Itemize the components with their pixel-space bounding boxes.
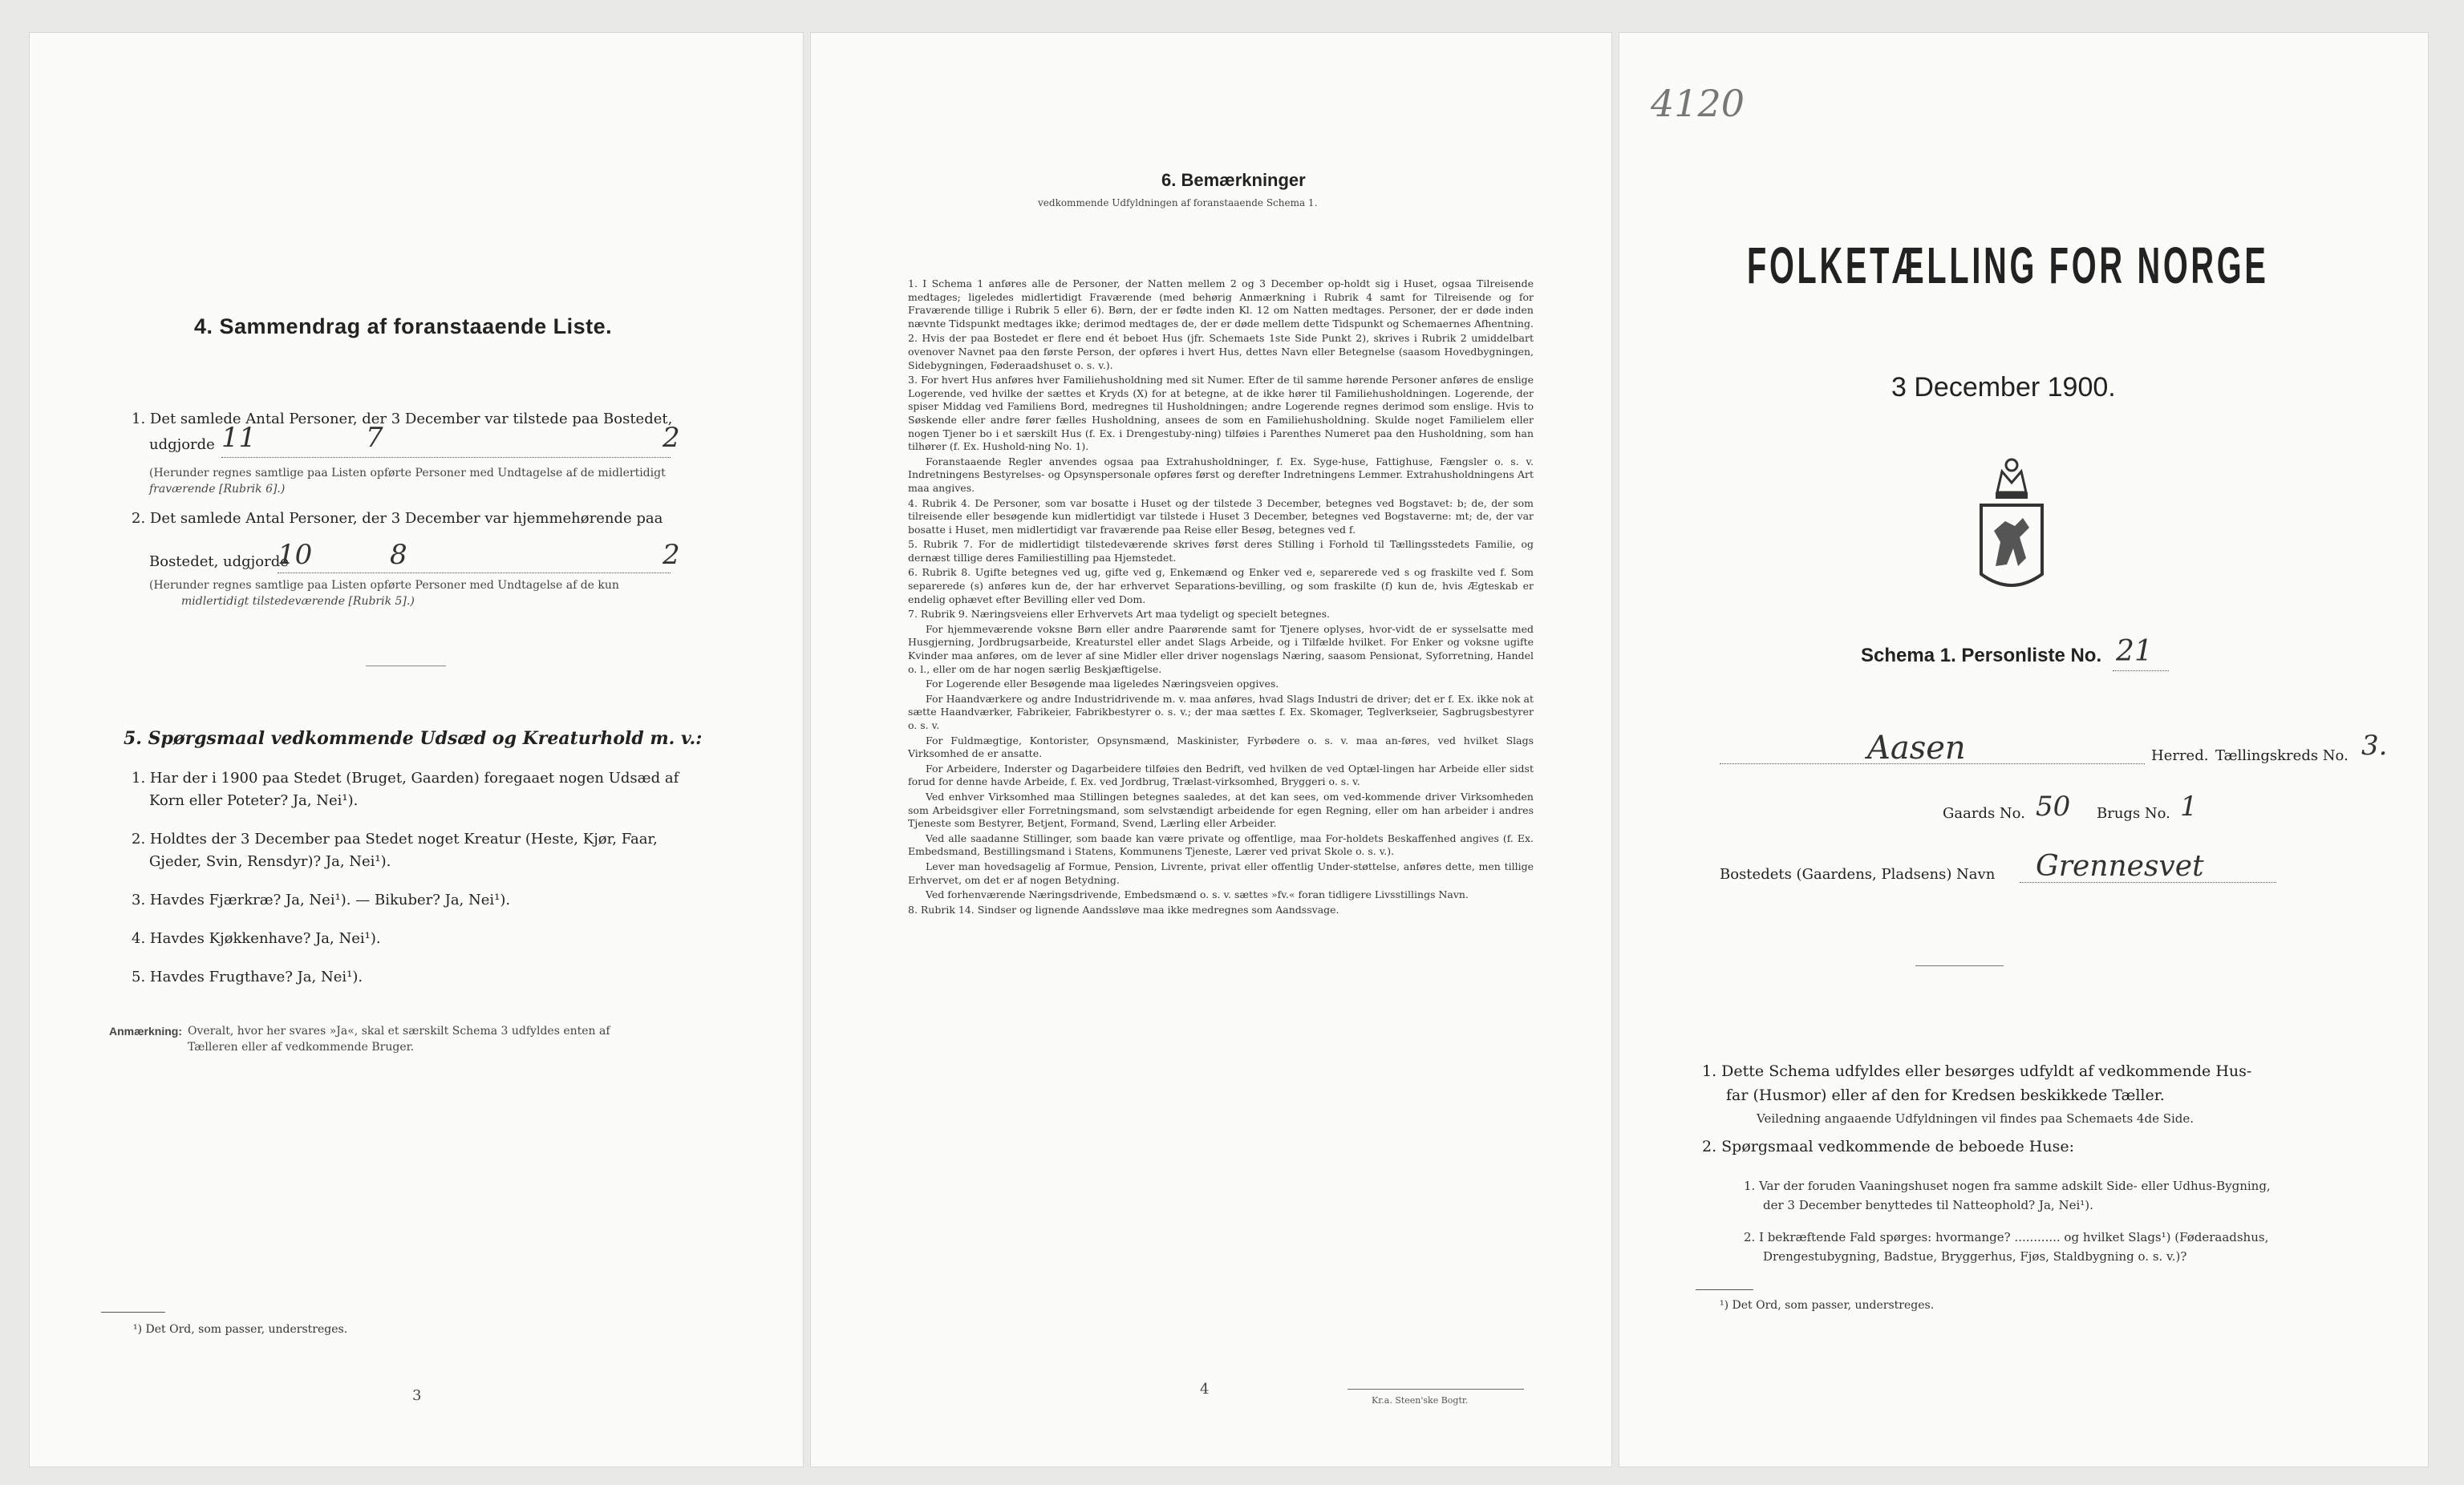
- p3-sub1-line2: der 3 December benyttedes til Natteophold? Ja, Nei¹).: [1763, 1198, 2093, 1212]
- remark-paragraph: Ved alle saadanne Stillinger, som baade kan være private og offentlige, maa For-holdets Beskaffenhed angives (f. Ex. Embedsmand, Bestillingsmand i Statens, Kommunens Tjeneste, Lærer ved privat Skole o. s. v.).: [908, 832, 1534, 858]
- krets-number: 3.: [2361, 730, 2388, 762]
- remark-paragraph: For Fuldmægtige, Kontorister, Opsynsmænd, Maskinister, Fyrbødere o. s. v. maa an-føres, ved hvilket Slags Virksomhed de er ansatte.: [908, 734, 1534, 760]
- p3-sub2-line2: Drengestubygning, Badstue, Bryggerhus, Fjøs, Staldbygning o. s. v.)?: [1763, 1249, 2187, 1264]
- remark-paragraph: 1. I Schema 1 anføres alle de Personer, der Natten mellem 2 og 3 December op-holdt sig i Huset, ogsaa Tilreisende medtages; ligeledes midlertidigt Fraværende (med behørig Anmærkning i Rubrik 4 samt for Tilreisende og for Fraværende tillige i Rubrik 5 eller 6). Børn, der er fødte inden Kl. 12 om Natten medtages. Personer, der er døde inden nævnte Tidspunkt medtages ikke; derimod medtages de, der er døde mellem dette Tidspunkt og Schemaernes Afhentning.: [908, 277, 1534, 330]
- item2-prefix: Bostedet, udgjorde: [149, 553, 289, 570]
- q3: 3. Havdes Fjærkræ? Ja, Nei¹). — Bikuber? Ja, Nei¹).: [132, 892, 511, 908]
- personliste-number: 21: [2116, 635, 2153, 668]
- item1-prefix: udgjorde: [149, 436, 215, 453]
- personliste-line: [2113, 670, 2169, 671]
- page-number: 3: [412, 1387, 422, 1404]
- remark-paragraph: 3. For hvert Hus anføres hver Familiehusholdning med sit Numer. Efter de til samme hørende Personer anføres de enslige Logerende, ved hvilke der sættes et Kryds (X) for at betegne, at de ikke hører til Familiehusholdningen. Logerende, der spiser Middag ved Familiens Bord, medregnes til Husholdningen; andre Logerende regnes derimod som enslige. Hvis to Søskende eller andre fører fælles Husholdning, ansees de som en Familiehusholdning. Skulde noget Familielem eller nogen Tjener bo i et særskilt Hus (f. Ex. i Drengestuby-ning) tilføies i Parenthes Numeret paa den Husholdning, som han tilhører (f. Ex. Hushold-ning No. 1).: [908, 374, 1534, 453]
- item2-note1: (Herunder regnes samtlige paa Listen opførte Personer med Undtagelse af de kun: [149, 579, 619, 592]
- bosted-line: [2020, 882, 2276, 883]
- section4-title: 4. Sammendrag af foranstaaende Liste.: [194, 314, 613, 338]
- brugs-label: Brugs No.: [2097, 805, 2170, 822]
- p3-sub2-line1: 2. I bekræftende Fald spørges: hvormange? ............ og hvilket Slags¹) (Føderaadshus,: [1744, 1230, 2269, 1244]
- remark-paragraph: Lever man hovedsagelig af Formue, Pension, Livrente, privat eller offentlig Under-støttelse, anføres dette, men tillige Erhvervet, om det er af nogen Betydning.: [908, 860, 1534, 886]
- remark-paragraph: Ved forhenværende Næringsdrivende, Embedsmænd o. s. v. sættes »fv.« foran tidligere Livsstillings Navn.: [926, 888, 1469, 901]
- item1-fill-line: [221, 457, 671, 458]
- page-middle: [810, 32, 1612, 1467]
- item1-handwritten-a: 7: [366, 422, 383, 454]
- footnote: ¹) Det Ord, som passer, understreges.: [133, 1323, 348, 1336]
- remark-paragraph: 8. Rubrik 14. Sindser og lignende Aandssløve maa ikke medregnes som Aandssvage.: [908, 903, 1339, 916]
- remarks-title: 6. Bemærkninger: [1161, 170, 1306, 190]
- bosted-handwritten: Grennesvet: [2036, 850, 2204, 883]
- item2-handwritten-a: 8: [390, 539, 407, 571]
- document-title: FOLKETÆLLING FOR NORGE: [1747, 237, 2269, 294]
- remarks-subtitle: vedkommende Udfyldningen af foranstaaende Schema 1.: [1038, 197, 1318, 208]
- remark-paragraph: For Haandværkere og andre Industridrivende m. v. maa anføres, hvad Slags Industri de driver; det er f. Ex. ikke nok at sætte Haandværker, Fabrikeier, Fabrikbestyrer o. s. v.; der maa sættes f. Ex. Skomager, Teglverkseier, Sagbrugsbestyrer o. s. v.: [908, 692, 1534, 731]
- remark-paragraph: 2. Hvis der paa Bostedet er flere end ét beboet Hus (jfr. Schemaets 1ste Side Punkt 2), skrives i Rubrik 2 umiddelbart ovenover Navnet paa den første Person, der opføres i hvert Hus, dettes Navn eller Betegnelse (saasom Hovedbygningen, Sidebygningen, Føderaadshuset o. s. v.).: [908, 332, 1534, 371]
- herred-label: Herred.: [2151, 747, 2209, 764]
- page-right: [1619, 32, 2429, 1467]
- q5: 5. Havdes Frugthave? Ja, Nei¹).: [132, 969, 363, 985]
- herred-handwritten: Aasen: [1867, 730, 1966, 767]
- item2-line1: 2. Det samlede Antal Personer, der 3 December var hjemmehørende paa: [132, 510, 663, 527]
- p3-item1-line1: 1. Dette Schema udfyldes eller besørges udfyldt af vedkommende Hus-: [1702, 1062, 2252, 1080]
- item2-handwritten-b: 2: [663, 539, 680, 571]
- footnote-rule: [1696, 1289, 1753, 1290]
- footnote: ¹) Det Ord, som passer, understreges.: [1720, 1299, 1935, 1312]
- p3-item2: 2. Spørgsmaal vedkommende de beboede Huse:: [1702, 1138, 2074, 1155]
- item2-note2: midlertidigt tilstedeværende [Rubrik 5].): [181, 595, 415, 608]
- archive-number: 4120: [1651, 82, 1745, 125]
- remark-paragraph: 4. Rubrik 4. De Personer, som var bosatte i Huset og der tilstede 3 December, betegnes ved Bogstavet: b; de, der som tilreisende eller besøgende kun midlertidigt var tilstede i Huset 3 December, betegnes ved Bogstaverne: mt; de, der var bosatte i Huset, men midlertidigt var fraværende paa Reise eller Besøg, betegnes ved f.: [908, 496, 1534, 536]
- remark-paragraph: 6. Rubrik 8. Ugifte betegnes ved ug, gifte ved g, Enkemænd og Enker ved e, separerede ved s og fraskilte ved f. Som separerede (s) anføres kun de, der har erhvervet Separations-bevilling, og som fraskilte (f) kun de, hvis Ægteskab er endelig ophævet efter Bevilling eller ved Dom.: [908, 566, 1534, 605]
- remark-paragraph: 7. Rubrik 9. Næringsveiens eller Erhvervets Art maa tydeligt og specielt betegnes.: [908, 608, 1330, 621]
- item1-line1: 1. Det samlede Antal Personer, der 3 December var tilstede paa Bostedet,: [132, 411, 673, 427]
- document-date: 3 December 1900.: [1891, 372, 2116, 403]
- q1-line2: Korn eller Poteter? Ja, Nei¹).: [149, 792, 359, 809]
- gaards-number: 50: [2036, 791, 2071, 823]
- remark-paragraph: For hjemmeværende voksne Børn eller andre Paarørende samt for Tjenere oplyses, hvor-vidt de er sysselsatte med Husgjerning, Jordbrugsarbeide, Kreaturstel eller andet Slags Arbeide, og i Tilfælde hvilket. For Enker og voksne ugifte Kvinder maa anføres, om de lever af sine Midler eller driver nogenslags Næring, saasom Pensionat, Syforretning, Handel o. l., eller om de har nogen særlig Beskjæftigelse.: [908, 622, 1534, 675]
- note-line2: Tælleren eller af vedkommende Bruger.: [188, 1041, 415, 1054]
- item1-note1: (Herunder regnes samtlige paa Listen opførte Personer med Undtagelse af de midlertidigt: [149, 467, 666, 479]
- remark-paragraph: For Logerende eller Besøgende maa ligeledes Næringsveien opgives.: [926, 678, 1279, 690]
- item2-handwritten-total: 10: [278, 539, 313, 571]
- item1-handwritten-b: 2: [663, 422, 680, 454]
- item1-note2: fraværende [Rubrik 6].): [149, 483, 286, 496]
- ornament-rule: [1915, 965, 2004, 966]
- printer: Kr.a. Steen'ske Bogtr.: [1372, 1395, 1469, 1406]
- note-label: Anmærkning:: [109, 1025, 182, 1038]
- remark-paragraph: For Arbeidere, Inderster og Dagarbeidere tilføies den Bedrift, ved hvilken de ved Optæl-lingen har Arbeide eller sidst forud for denne havde Arbeide, f. Ex. ved Jordbrug, Trælast-virksomhed, Bryggeri o. s. v.: [908, 762, 1534, 788]
- bosted-label: Bostedets (Gaardens, Pladsens) Navn: [1720, 866, 1996, 883]
- q2-line2: Gjeder, Svin, Rensdyr)? Ja, Nei¹).: [149, 853, 391, 870]
- gaards-label: Gaards No.: [1943, 805, 2025, 822]
- item1-handwritten-total: 11: [221, 422, 257, 454]
- section5-title: 5. Spørgsmaal vedkommende Udsæd og Kreaturhold m. v.:: [124, 728, 703, 749]
- note-line1: Overalt, hvor her svares »Ja«, skal et særskilt Schema 3 udfyldes enten af: [188, 1025, 610, 1038]
- page-number: 4: [1200, 1381, 1210, 1398]
- remark-paragraph: Ved enhver Virksomhed maa Stillingen betegnes saaledes, at det kan sees, om ved-kommende driver Virksomheden som Arbeidsgiver eller Forretningsmand, som selvstændigt arbeidende for egen Regning, eller om han arbeider i andres Tjeneste som Bestyrer, Betjent, Formand, Svend, Lærling eller Arbeider.: [908, 790, 1534, 830]
- printer-rule: [1348, 1389, 1524, 1390]
- p3-item1-line2: far (Husmor) eller af den for Kredsen beskikkede Tæller.: [1726, 1086, 2165, 1104]
- coat-of-arms-icon: [1973, 454, 2050, 600]
- p3-sub1-line1: 1. Var der foruden Vaaningshuset nogen fra samme adskilt Side- eller Udhus-Bygning,: [1744, 1179, 2271, 1193]
- krets-label: Tællingskreds No.: [2215, 747, 2348, 764]
- q4: 4. Havdes Kjøkkenhave? Ja, Nei¹).: [132, 930, 381, 947]
- brugs-number: 1: [2180, 791, 2198, 823]
- q1-line1: 1. Har der i 1900 paa Stedet (Bruget, Gaarden) foregaaet nogen Udsæd af: [132, 770, 679, 787]
- p3-item1-line3: Veiledning angaaende Udfyldningen vil findes paa Schemaets 4de Side.: [1757, 1111, 2194, 1126]
- q2-line1: 2. Holdtes der 3 December paa Stedet noget Kreatur (Heste, Kjør, Faar,: [132, 831, 658, 848]
- remarks-text: [908, 277, 1534, 918]
- footnote-rule: [101, 1312, 165, 1313]
- remark-paragraph: 5. Rubrik 7. For de midlertidigt tilstedeværende skrives først deres Stilling i Forhold til Tællingsstedets Familie, og dernæst tillige deres Familiestilling paa Hjemstedet.: [908, 538, 1534, 564]
- remark-paragraph: Foranstaaende Regler anvendes ogsaa paa Extrahusholdninger, f. Ex. Syge-huse, Fattighuse, Fængsler o. s. v. Indretningens Bestyrelses- og Opsynspersonale opføres først og derefter Indretningens Lemmer. Extrahusholdningens Art maa angives.: [908, 455, 1534, 494]
- page-left: [29, 32, 804, 1467]
- schema-label: Schema 1. Personliste No.: [1861, 645, 2102, 666]
